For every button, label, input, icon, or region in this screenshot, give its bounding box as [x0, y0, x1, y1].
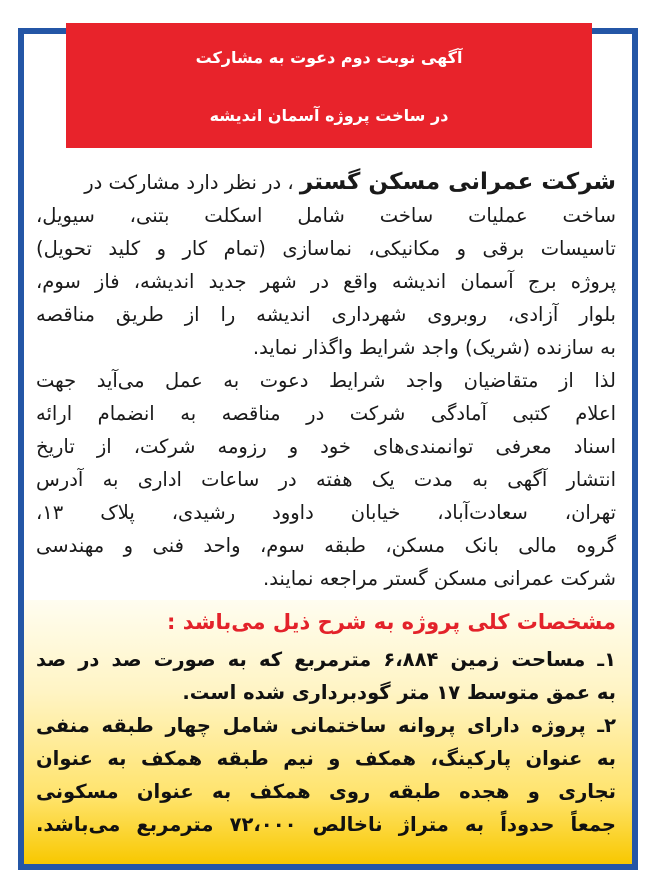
- specs-heading: مشخصات کلی پروژه به شرح ذیل می‌باشد :: [167, 610, 616, 634]
- intro-line: تاسیسات برقی و مکانیکی، نماسازی (تمام کار و کلید تحویل): [36, 237, 616, 260]
- specs-section: [36, 606, 616, 841]
- invitation-line: اسناد معرفی توانمندی‌های خود و رزومه شرکت، از تاریخ: [36, 435, 616, 458]
- spec-line: جمعاً حدوداً به متراژ ناخالص ۷۲،۰۰۰ مترمربع می‌باشد.: [36, 813, 616, 836]
- intro-line: بلوار آزادی، روبروی شهرداری اندیشه را از طریق مناقصه: [36, 303, 616, 326]
- invitation-line: انتشار آگهی به مدت یک هفته در ساعات اداری به آدرس: [36, 468, 616, 491]
- invitation-line: اعلام کتبی آمادگی شرکت در مناقصه به انضمام ارائه: [36, 402, 616, 425]
- invitation-line: گروه مالی بانک مسکن، طبقه سوم، واحد فنی و مهندسی: [36, 534, 616, 557]
- invitation-line: لذا از متقاضیان واجد شرایط دعوت به عمل می‌آید جهت: [36, 369, 616, 392]
- intro-line: پروژه برج آسمان اندیشه واقع در شهر جدید اندیشه، فاز سوم،: [36, 270, 616, 293]
- invitation-line: شرکت عمرانی مسکن گستر مراجعه نمایند.: [263, 567, 616, 590]
- spec-line: ۲ـ پروژه دارای پروانه ساختمانی شامل چهار طبقه منفی: [36, 714, 616, 737]
- intro-paragraph: [36, 166, 616, 364]
- title-line-2: در ساخت پروژه آسمان اندیشه: [209, 106, 449, 125]
- intro-text: ، در نظر دارد مشارکت در: [84, 171, 294, 194]
- intro-line: ساخت عملیات ساخت شامل اسکلت بتنی، سیویل،: [36, 204, 616, 227]
- company-name: شرکت عمرانی مسکن گستر: [299, 169, 616, 195]
- invitation-line: تهران، سعادت‌آباد، خیابان داوود رشیدی، پلاک ۱۳،: [36, 501, 616, 524]
- intro-line: [36, 166, 616, 199]
- title-line-1: آگهی نوبت دوم دعوت به مشارکت: [195, 48, 463, 67]
- invitation-paragraph: [36, 364, 616, 595]
- spec-line: ۱ـ مساحت زمین ۶،۸۸۴ مترمربع که به صورت صد در صد: [36, 648, 616, 671]
- intro-line: به سازنده (شریک) واجد شرایط واگذار نماید.: [252, 336, 616, 359]
- spec-line: به عنوان پارکینگ، همکف و نیم طبقه همکف به عنوان: [36, 747, 616, 770]
- ad-title: [66, 23, 592, 148]
- spec-line: تجاری و هجده طبقه روی همکف به عنوان مسکونی: [36, 780, 616, 803]
- spec-line: به عمق متوسط ۱۷ متر گودبرداری شده است.: [182, 681, 616, 704]
